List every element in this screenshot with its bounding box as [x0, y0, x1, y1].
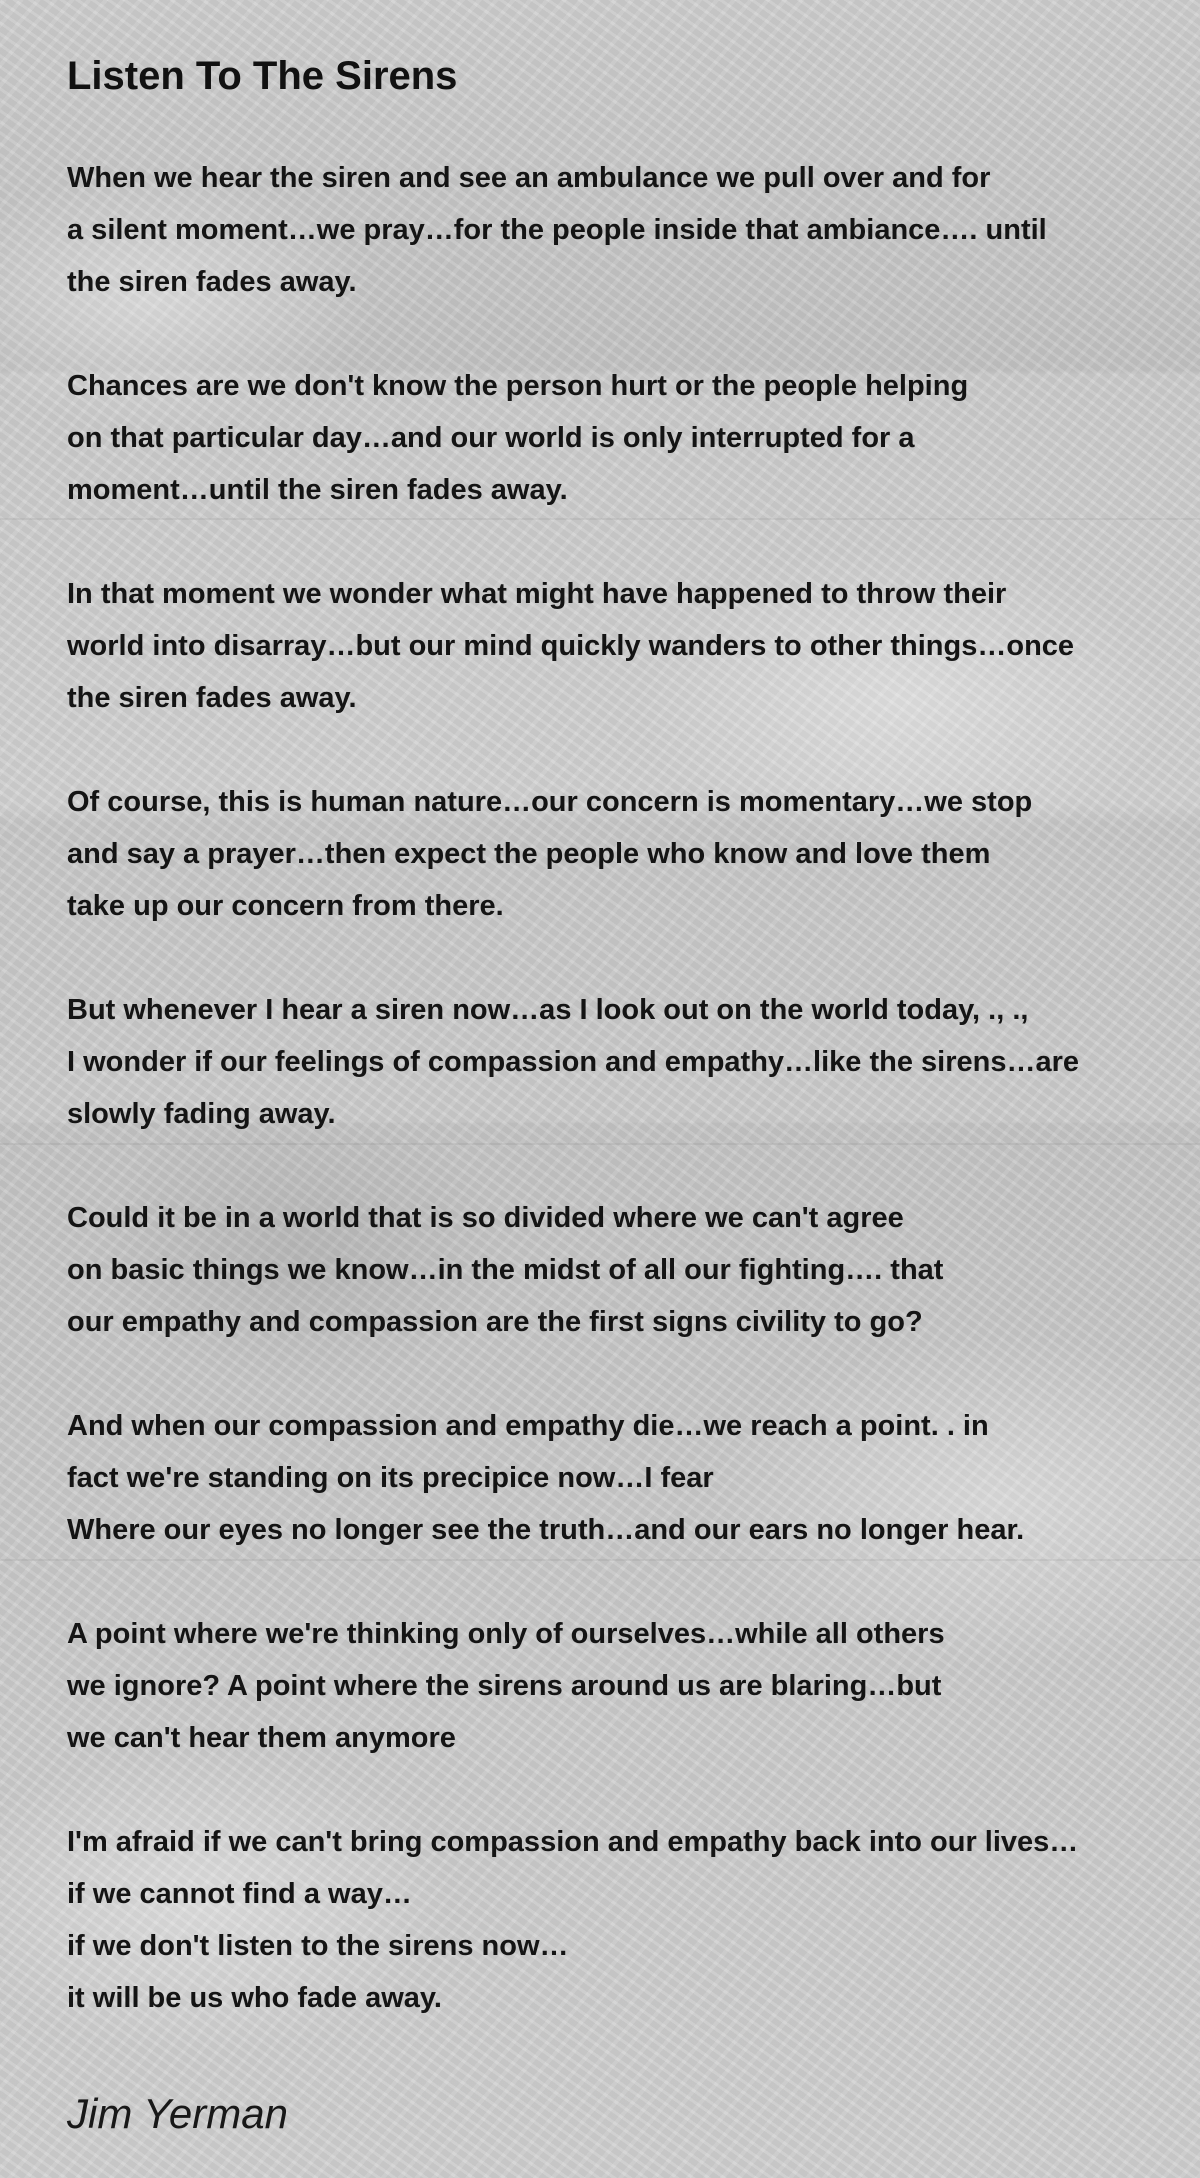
- poem-line: and say a prayer…then expect the people who know and love them: [67, 838, 991, 870]
- poem-line: our empathy and compassion are the first signs civility to go?: [67, 1306, 923, 1338]
- poem-stanza: [67, 984, 1192, 1140]
- poem-stanza: [67, 152, 1192, 308]
- poem-line: Where our eyes no longer see the truth…and our ears no longer hear.: [67, 1514, 1025, 1546]
- poem-line: a silent moment…we pray…for the people inside that ambiance…. until: [67, 214, 1047, 246]
- poem-stanza: [67, 1192, 1192, 1348]
- poem-stanza: [67, 776, 1192, 932]
- poem-line: When we hear the siren and see an ambulance we pull over and for: [67, 162, 991, 194]
- poem-line: it will be us who fade away.: [67, 1982, 442, 2014]
- poem-stanza: [67, 1608, 1192, 1764]
- poem-line: if we cannot find a way…: [67, 1878, 412, 1910]
- poem-stanza: [67, 1400, 1192, 1556]
- poem-line: Of course, this is human nature…our concern is momentary…we stop: [67, 786, 1033, 818]
- poem-line: A point where we're thinking only of ourselves…while all others: [67, 1618, 945, 1650]
- poem-line: Chances are we don't know the person hurt or the people helping: [67, 370, 969, 402]
- poem-line: I wonder if our feelings of compassion and empathy…like the sirens…are: [67, 1046, 1080, 1078]
- poem-line: the siren fades away.: [67, 682, 357, 714]
- poem-line: if we don't listen to the sirens now…: [67, 1930, 569, 1962]
- poem-line: the siren fades away.: [67, 266, 357, 298]
- poem-stanza: [67, 1816, 1192, 2024]
- poem-container: [67, 40, 1192, 2144]
- poem-line: I'm afraid if we can't bring compassion and empathy back into our lives…: [67, 1826, 1079, 1858]
- poem-line: on basic things we know…in the midst of all our fighting…. that: [67, 1254, 944, 1286]
- poem-stanza: [67, 360, 1192, 516]
- poem-line: Could it be in a world that is so divided where we can't agree: [67, 1202, 904, 1234]
- poem-line: moment…until the siren fades away.: [67, 474, 568, 506]
- poem-line: on that particular day…and our world is only interrupted for a: [67, 422, 915, 454]
- poem-line: world into disarray…but our mind quickly wanders to other things…once: [67, 630, 1075, 662]
- poem-line: And when our compassion and empathy die…we reach a point. . in: [67, 1410, 989, 1442]
- poem-line: In that moment we wonder what might have happened to throw their: [67, 578, 1007, 610]
- poem-stanza: [67, 568, 1192, 724]
- poem-title: Listen To The Sirens: [67, 54, 458, 98]
- poem-line: we can't hear them anymore: [67, 1722, 456, 1754]
- poem-line: we ignore? A point where the sirens around us are blaring…but: [67, 1670, 942, 1702]
- poem-line: slowly fading away.: [67, 1098, 336, 1130]
- poem-author: Jim Yerman: [67, 2090, 288, 2137]
- poem-line: fact we're standing on its precipice now…I fear: [67, 1462, 714, 1494]
- poem-line: take up our concern from there.: [67, 890, 504, 922]
- poem-line: But whenever I hear a siren now…as I look out on the world today, ., .,: [67, 994, 1029, 1026]
